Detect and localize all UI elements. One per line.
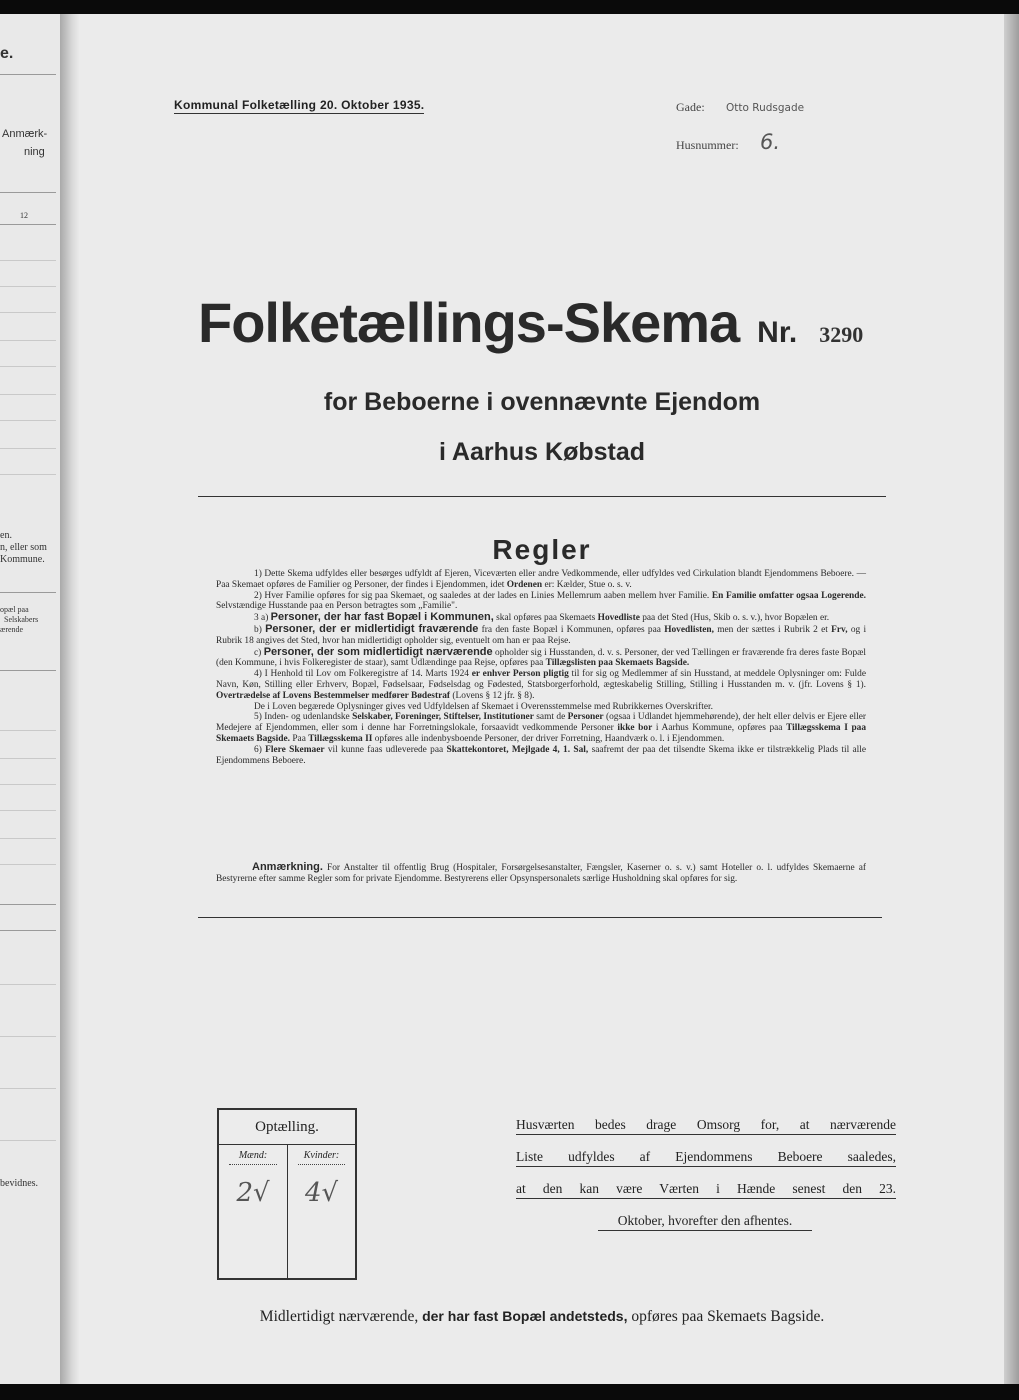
- left-page-rule: [0, 904, 56, 905]
- left-page-rule: [0, 838, 56, 839]
- maend-column: [219, 1144, 288, 1278]
- left-facing-page: [0, 14, 61, 1384]
- maend-label-rule: [229, 1164, 277, 1165]
- form-title: Folketællings-Skema: [198, 291, 740, 354]
- left-page-rule: [0, 930, 56, 931]
- anmaerkning-text: For Anstalter til offentlig Brug (Hospitaler, Forsørgelsesanstalter, Fængsler, Kaserner o. s. v.) samt Hoteller o. l. udfyldes Skemaerne af Bestyrerne efter samme Regler som for private Ejendomme. Bestyrerens eller Opsynspersonalets særlige Husholdning skal opføres for sig.: [216, 863, 867, 884]
- husvaert-line: Oktober, hvorefter den afhentes.: [598, 1213, 812, 1231]
- kvinder-label: Kvinder:: [303, 1150, 340, 1161]
- husnummer-label: Husnummer:: [676, 138, 739, 152]
- maend-label: Mænd:: [238, 1150, 268, 1161]
- left-page-rule: [0, 448, 56, 449]
- left-page-rule: [0, 670, 56, 671]
- form-subtitle-1: for Beboerne i ovennævnte Ejendom: [323, 388, 761, 416]
- form-subtitle-2: i Aarhus Købstad: [438, 438, 646, 466]
- left-page-rule: [0, 366, 56, 367]
- left-page-fragment: opæl paa: [0, 605, 29, 614]
- left-page-rule: [0, 260, 56, 261]
- left-page-fragment: en.: [0, 530, 12, 541]
- left-page-rule: [0, 984, 56, 985]
- rule-4: 4) I Henhold til Lov om Folkeregistre af 14. Marts 1924 er enhver Person pligtig til for sig og Medlemmer af sin Husstand, at meddele Oplysninger om: Fulde Navn, Køn, Stilling eller Erhverv, Bopæl, Fødselsaar, Fødselsdag og Fødested, Statsborgerforhold, ægteskabelig Stilling, Stilling i Husstanden m. v. (jfr. Lovens § 1). Overtrædelse af Lovens Bestemmelser medfører Bødestraf (Lovens § 12 jfr. § 8).: [216, 669, 866, 701]
- rule-4-note: De i Loven begærede Oplysninger gives ved Udfyldelsen af Skemaet i Overensstemmelse med Rubrikkernes Overskrifter.: [254, 701, 713, 712]
- left-page-rule: [0, 810, 56, 811]
- left-page-rule: [0, 286, 56, 287]
- rule-6: 6) Flere Skemaer vil kunne faas udleverede paa Skattekontoret, Mejlgade 4, 1. Sal, saafremt der paa det tilsendte Skema ikke er tilstrækkelig Plads til alle Ejendommens Beboere.: [216, 744, 867, 766]
- schema-number: 3290: [819, 322, 864, 347]
- left-page-fragment: 12: [20, 211, 28, 220]
- rules-text: [216, 569, 866, 766]
- husnummer-value: 6.: [760, 130, 781, 154]
- left-page-rule: [0, 74, 56, 75]
- rule-3a: 3 a) Personer, der har fast Bopæl i Kommunen, skal opføres paa Skemaets Hovedliste paa det Sted (Hus, Skib o. s. v.), hvor Bopælen er.: [254, 611, 830, 624]
- left-page-fragment: Kommune.: [0, 554, 45, 565]
- divider-bottom: [198, 917, 882, 918]
- left-page-rule: [0, 474, 56, 475]
- book-gutter: [60, 14, 80, 1384]
- divider-top: [198, 496, 886, 497]
- left-page-fragment: bevidnes.: [0, 1178, 39, 1189]
- gade-value: Otto Rudsgade: [726, 102, 805, 114]
- left-page-fragment: ærende: [0, 625, 24, 634]
- left-page-rule: [0, 1140, 56, 1141]
- left-page-fragment: e.: [0, 45, 14, 62]
- rule-3c: c) Personer, der som midlertidigt nærværende opholder sig i Husstanden, d. v. s. Personer, der ved Tællingen er fraværende fra deres faste Bopæl (den Kommune, i hvis Folkeregister de staar), samt Udlændinge paa Rejse, opføres paa Tillægslisten paa Skemaets Bagside.: [216, 645, 867, 669]
- left-page-rule: [0, 420, 56, 421]
- optaelling-title: Optælling.: [219, 1110, 355, 1145]
- left-page-fragment: ning: [24, 146, 45, 158]
- husvaert-line: Liste udfyldes af Ejendommens Beboere saaledes,: [516, 1149, 896, 1167]
- left-page-fragment: Anmærk-: [2, 128, 48, 140]
- left-page-fragment: Selskabers: [4, 615, 39, 624]
- nr-label: Nr.: [757, 316, 798, 349]
- form-title-row: [198, 290, 958, 355]
- gade-label: Gade:: [676, 100, 705, 114]
- anmaerkning-label: Anmærkning.: [252, 861, 323, 873]
- kvinder-count: 4√: [304, 1178, 339, 1208]
- left-page-rule: [0, 192, 56, 193]
- left-page-fragment: n, eller som: [0, 542, 47, 553]
- husvaert-line: Husværten bedes drage Omsorg for, at nærværende: [516, 1117, 896, 1135]
- census-form-page: [80, 14, 1004, 1384]
- left-page-rule: [0, 758, 56, 759]
- left-page-rule: [0, 224, 56, 225]
- husvaert-notice: [516, 1117, 896, 1245]
- footer-note: [80, 1308, 1004, 1326]
- left-page-rule: [0, 592, 56, 593]
- anmaerkning-note: [216, 862, 866, 885]
- rule-3b: b) Personer, der er midlertidigt fraværende fra den faste Bopæl i Kommunen, opføres paa Hovedlisten, men der sættes i Rubrik 2 et Frv, og i Rubrik 18 angives det Sted, hvor han midlertidigt opholder sig, eventuelt om han er paa Rejse.: [216, 622, 867, 646]
- left-page-rule: [0, 394, 56, 395]
- husvaert-line: at den kan være Værten i Hænde senest den 23.: [516, 1181, 896, 1199]
- left-page-rule: [0, 1036, 56, 1037]
- page-edge: [1004, 14, 1019, 1384]
- rule-5: 5) Inden- og udenlandske Selskaber, Foreninger, Stiftelser, Institutioner samt de Personer (ogsaa i Udlandet hjemmehørende), der helt eller delvis er Ejere eller Medejere af Ejendommen, eller som i denne har Forretningslokale, forsaavidt vedkommende Personer ikke bor i Aarhus Kommune, opføres paa Tillægsskema I paa Skemaets Bagside. Paa Tillægsskema II opføres alle indenbysboende Personer, der driver Forretning, Haandværk o. l. i Ejendommen.: [216, 712, 867, 744]
- regler-heading: Regler: [492, 534, 592, 565]
- kvinder-label-rule: [298, 1164, 345, 1165]
- census-header: Kommunal Folketælling 20. Oktober 1935.: [174, 98, 425, 112]
- left-page-rule: [0, 784, 56, 785]
- rule-1: 1) Dette Skema udfyldes eller besørges udfyldt af Ejeren, Viceværten eller andre Vedkommende, eller udfyldes ved Cirkulation blandt Ejendommens Beboere. — Paa Skemaet opføres de Familier og Personer, der findes i Ejendommen, idet Ordenen er: Kælder, Stue o. s. v.: [216, 569, 866, 590]
- optaelling-box: [217, 1108, 357, 1280]
- kvinder-column: [288, 1144, 355, 1278]
- left-page-rule: [0, 340, 56, 341]
- footer-part: Midlertidigt nærværende,: [259, 1308, 419, 1325]
- left-page-rule: [0, 1088, 56, 1089]
- rule-2: 2) Hver Familie opføres for sig paa Skemaet, og saaledes at der lades en Linies Mellemrum aaben mellem hver Familie. En Familie omfatter ogsaa Logerende. Selvstændige Husstande paa en Person betragtes som „Familie".: [216, 590, 866, 612]
- left-page-rule: [0, 730, 56, 731]
- footer-emphasis: der har fast Bopæl andetsteds,: [422, 1308, 628, 1324]
- maend-count: 2√: [236, 1178, 270, 1208]
- footer-part: opføres paa Skemaets Bagside.: [631, 1308, 825, 1325]
- left-page-rule: [0, 312, 56, 313]
- left-page-rule: [0, 864, 56, 865]
